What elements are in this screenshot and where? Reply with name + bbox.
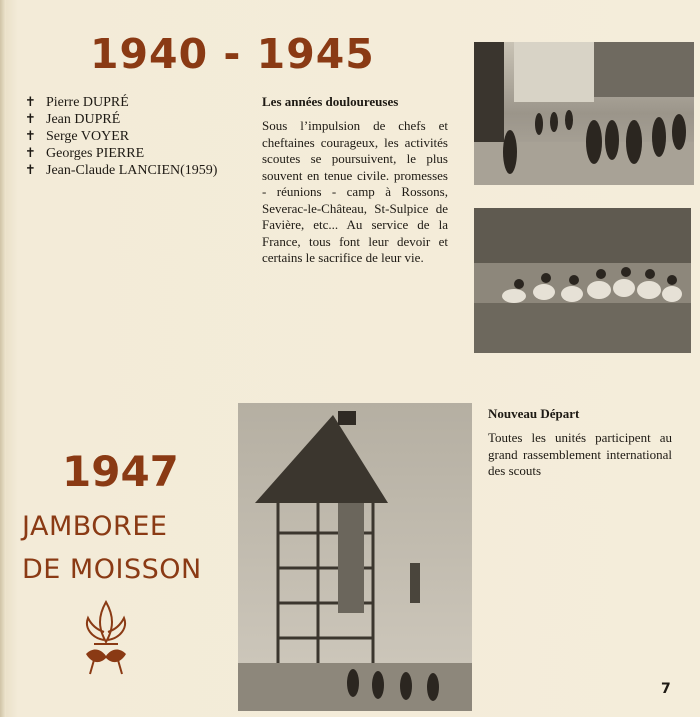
section1-subtitle: Les années douloureuses [262, 94, 399, 109]
fleur-de-lis-icon [80, 598, 132, 678]
section2-title-line1: JAMBOREE [22, 511, 168, 542]
memorial-item [25, 162, 217, 179]
photo-jamboree-tower [238, 403, 472, 711]
page-binding [0, 0, 6, 717]
memorial-name: Serge VOYER [46, 129, 130, 144]
cross-icon: ✝ [25, 129, 36, 144]
section2-subtitle: Nouveau Départ [488, 406, 580, 421]
memorial-item [25, 128, 217, 145]
section1-text: Sous l’impulsion de chefs et cheftaines courageux, les activités scoutes se poursuivent, le plus souvent en tenue civile. promesses - réunions - camp à Rossons, Severac-le-Château, St-Sulpice de Favière, etc... Au service de la France, tous font leur devoir et certains le sacrifice de leur vie. [262, 118, 448, 265]
memorial-item [25, 145, 217, 162]
memorial-list [25, 94, 217, 179]
cross-icon: ✝ [25, 146, 36, 161]
cross-icon: ✝ [25, 163, 36, 178]
memorial-name: Jean-Claude LANCIEN(1959) [46, 163, 218, 178]
memorial-item [25, 94, 217, 111]
section2-title-line2: DE MOISSON [22, 554, 202, 585]
memorial-name: Georges PIERRE [46, 146, 145, 161]
section-title-years: 1940 - 1945 [90, 30, 375, 78]
memorial-name: Pierre DUPRÉ [46, 95, 129, 110]
memorial-item [25, 111, 217, 128]
photo-group-grass [474, 208, 691, 353]
photo-courtyard [474, 42, 694, 185]
cross-icon: ✝ [25, 95, 36, 110]
section2-text: Toutes les unités participent au grand rassemblement international des scouts [488, 430, 672, 478]
memorial-name: Jean DUPRÉ [46, 112, 121, 127]
page-number: 7 [661, 681, 671, 697]
cross-icon: ✝ [25, 112, 36, 127]
section2-year: 1947 [62, 447, 179, 496]
